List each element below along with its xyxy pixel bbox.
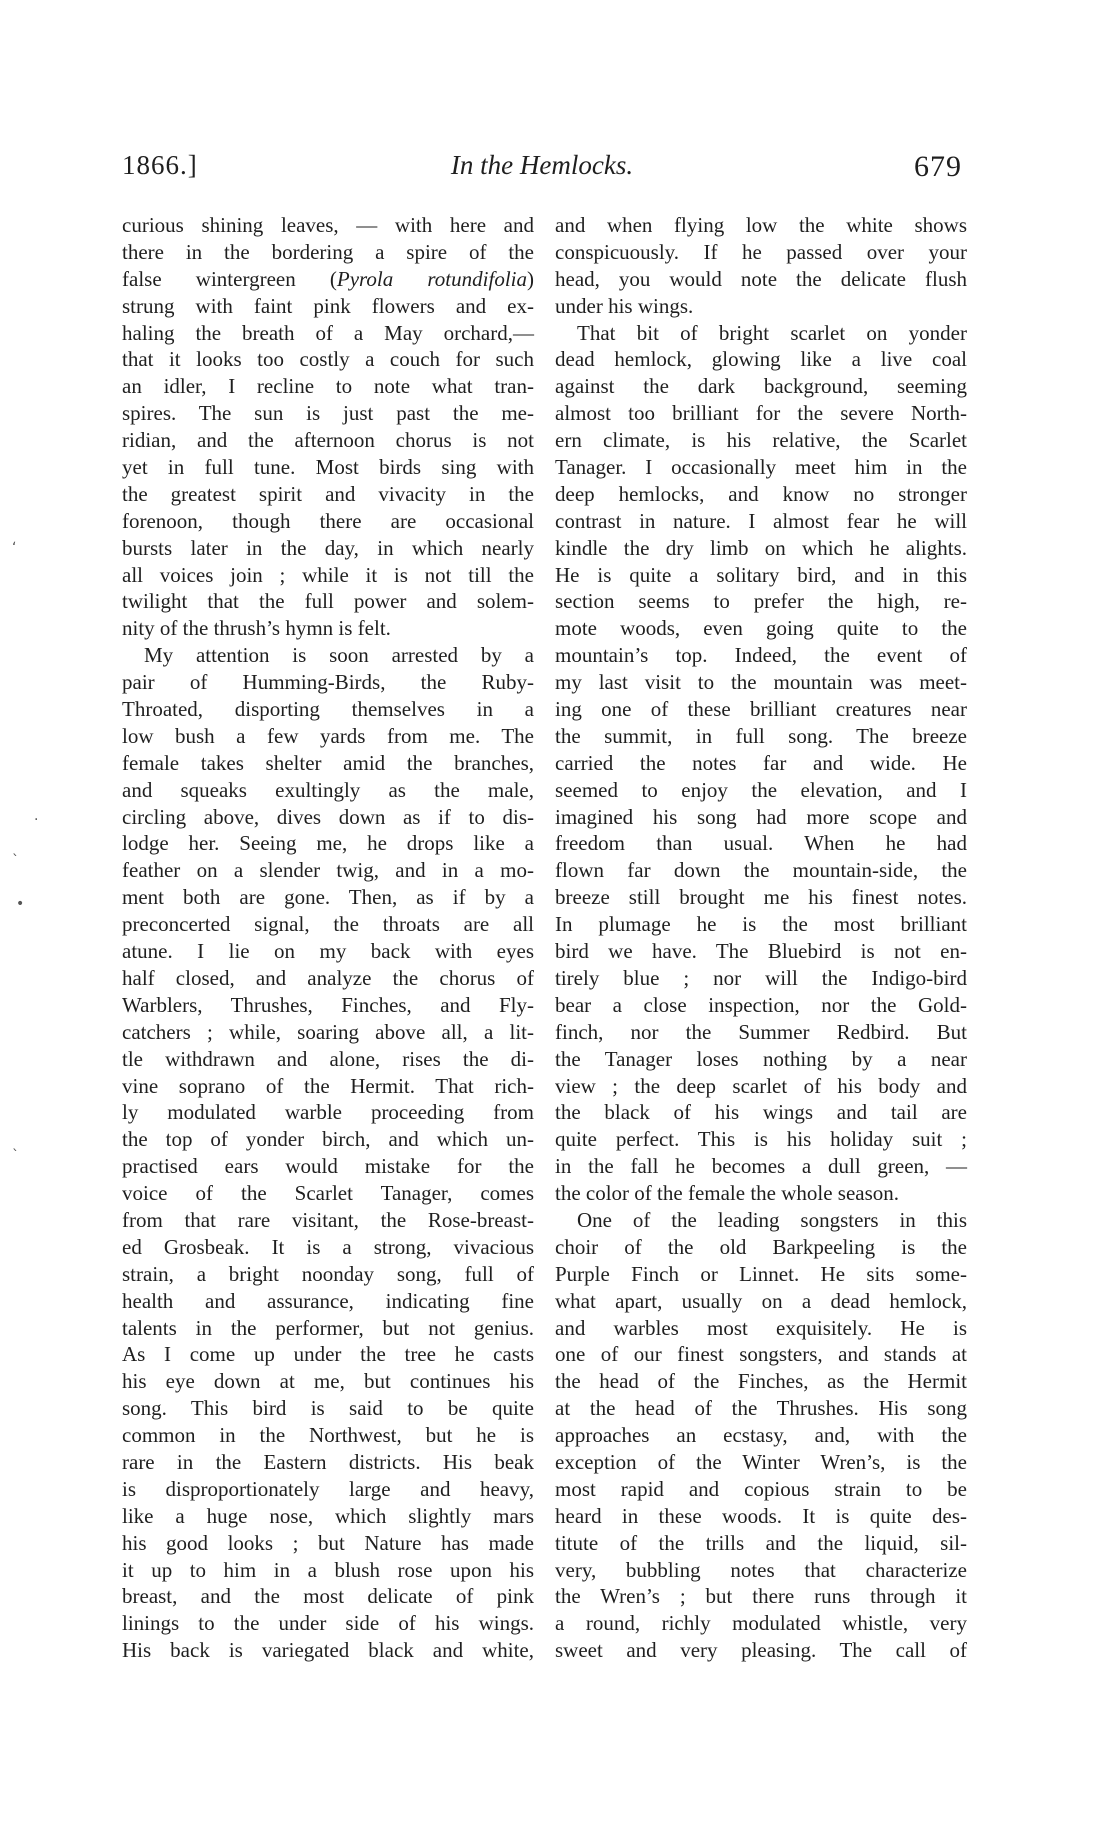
text-line: tle withdrawn and alone, rises the di- [122,1046,534,1071]
text-line: approaches an ecstasy, and, with the [555,1423,967,1448]
text-line: view ; the deep scarlet of his body and [555,1073,967,1098]
text-line: the black of his wings and tail are [555,1100,967,1125]
page-number: 679 [914,150,962,183]
text-line: One of the leading songsters in this [577,1207,967,1232]
text-line: the Tanager loses nothing by a near [555,1046,967,1071]
text-line: his good looks ; but Nature has made [122,1530,534,1555]
text-line: flown far down the mountain-side, the [555,858,967,883]
text-line: bursts later in the day, in which nearly [122,535,534,560]
text-line: the Wren’s ; but there runs through it [555,1584,967,1609]
text-line: twilight that the full power and solem- [122,589,534,614]
text-line: dead hemlock, glowing like a live coal [555,347,967,372]
text-line: heard in these woods. It is quite des- [555,1503,967,1528]
text-line: deep hemlocks, and know no stronger [555,481,967,506]
text-line: ern climate, is his relative, the Scarlet [555,428,967,453]
text-line: one of our finest songsters, and stands at [555,1342,967,1367]
text-line: lodge her. Seeing me, he drops like a [122,831,534,856]
right-column [555,212,967,1664]
text-line: ly modulated warble proceeding from [122,1100,534,1125]
margin-mark: · [34,812,39,828]
text-line: breast, and the most delicate of pink [122,1584,534,1609]
text-line: finch, nor the Summer Redbird. But [555,1019,967,1044]
text-line: what apart, usually on a dead hemlock, [555,1288,967,1313]
text-line: quite perfect. This is his holiday suit ; [555,1127,967,1152]
text-line: a round, richly modulated whistle, very [555,1611,967,1636]
margin-mark: ˋ [12,1148,19,1164]
text-line: low bush a few yards from me. The [122,723,534,748]
text-line: common in the Northwest, but he is [122,1423,534,1448]
text-line: at the head of the Thrushes. His song [555,1396,967,1421]
text-line: catchers ; while, soaring above all, a lit- [122,1019,534,1044]
text-line: ed Grosbeak. It is a strong, vivacious [122,1234,534,1259]
margin-mark: ʻ [12,540,17,556]
text-line: yet in full tune. Most birds sing with [122,455,534,480]
text-line: He is quite a solitary bird, and in this [555,562,967,587]
text-line: imagined his song had more scope and [555,804,967,829]
text-line: under his wings. [555,293,694,318]
text-line: rare in the Eastern districts. His beak [122,1449,534,1474]
text-line: it up to him in a blush rose upon his [122,1557,534,1582]
text-line: like a huge nose, which slightly mars [122,1503,534,1528]
text-line: mountain’s top. Indeed, the event of [555,643,967,668]
text-line: choir of the old Barkpeeling is the [555,1234,967,1259]
text-line: Tanager. I occasionally meet him in the [555,455,967,480]
text-line: His back is variegated black and white, [122,1638,534,1663]
text-line: Throated, disporting themselves in a [122,697,534,722]
text-line: almost too brilliant for the severe North- [555,401,967,426]
text-line: curious shining leaves, — with here and [122,213,534,237]
text-line: mote woods, even going quite to the [555,616,967,641]
text-line: bear a close inspection, nor the Gold- [555,992,967,1017]
text-line: linings to the under side of his wings. [122,1611,534,1636]
text-line: That bit of bright scarlet on yonder [577,320,967,345]
text-line: ing one of these brilliant creatures near [555,697,967,722]
text-line: Warblers, Thrushes, Finches, and Fly- [122,992,534,1017]
header-title: In the Hemlocks. [450,150,634,180]
text-line: that it looks too costly a couch for such [122,347,534,372]
text-line: sweet and very pleasing. The call of [555,1638,967,1663]
text-line: Purple Finch or Linnet. He sits some- [555,1261,967,1286]
text-line: section seems to prefer the high, re- [555,589,967,614]
text-line: female takes shelter amid the branches, [122,750,534,775]
text-line: strung with faint pink flowers and ex- [122,293,534,318]
text-line: feather on a slender twig, and in a mo- [122,858,534,883]
text-line: ridian, and the afternoon chorus is not [122,428,534,453]
text-line: freedom than usual. When he had [555,831,967,856]
header-year: 1866.] [122,150,198,180]
text-line: As I come up under the tree he casts [122,1342,534,1367]
text-line: the head of the Finches, as the Hermit [555,1369,967,1394]
text-line: pair of Humming-Birds, the Ruby- [122,670,534,695]
text-line: talents in the performer, but not genius. [122,1315,534,1340]
text-line: bird we have. The Bluebird is not en- [555,939,967,964]
text-line: his eye down at me, but continues his [122,1369,534,1394]
text-line: haling the breath of a May orchard,— [122,320,534,345]
text-line: strain, a bright noonday song, full of [122,1261,534,1286]
text-line: forenoon, though there are occasional [122,508,534,533]
text-line: most rapid and copious strain to be [555,1476,967,1501]
text-line: contrast in nature. I almost fear he will [555,508,967,533]
text-line: there in the bordering a spire of the [122,239,534,264]
text-line: false wintergreen (Pyrola rotundifolia) [122,266,534,291]
text-line: spires. The sun is just past the me- [122,401,534,426]
left-column [122,212,534,1664]
italic-phrase: Pyrola rotundifolia [336,266,527,291]
text-line: the greatest spirit and vivacity in the [122,481,534,506]
text-line: voice of the Scarlet Tanager, comes [122,1181,534,1206]
text-line: nity of the thrush’s hymn is felt. [122,616,391,641]
text-line: ment both are gone. Then, as if by a [122,885,534,910]
text-line: very, bubbling notes that characterize [555,1557,967,1582]
text-line: and squeaks exultingly as the male, [122,777,534,802]
running-header [122,150,962,194]
text-line: in the fall he becomes a dull green, — [555,1154,967,1179]
text-line: and warbles most exquisitely. He is [555,1315,967,1340]
text-line: In plumage he is the most brilliant [555,912,967,937]
text-line: tirely blue ; nor will the Indigo-bird [555,965,967,990]
text-line: head, you would note the delicate flush [555,266,967,291]
text-line: atune. I lie on my back with eyes [122,939,534,964]
text-line: vine soprano of the Hermit. That rich- [122,1073,534,1098]
text-line: all voices join ; while it is not till the [122,562,534,587]
text-line: kindle the dry limb on which he alights. [555,535,967,560]
text-line: and when flying low the white shows [555,213,967,237]
margin-mark: • [16,896,25,912]
text-line: exception of the Winter Wren’s, is the [555,1449,967,1474]
text-line: carried the notes far and wide. He [555,750,967,775]
text-line: half closed, and analyze the chorus of [122,965,534,990]
text-line: circling above, dives down as if to dis- [122,804,534,829]
text-line: my last visit to the mountain was meet- [555,670,967,695]
text-line: against the dark background, seeming [555,374,967,399]
text-line: is disproportionately large and heavy, [122,1476,534,1501]
text-line: an idler, I recline to note what tran- [122,374,534,399]
text-line: the color of the female the whole season. [555,1181,900,1206]
text-line: practised ears would mistake for the [122,1154,534,1179]
text-line: My attention is soon arrested by a [144,643,534,668]
text-line: the top of yonder birch, and which un- [122,1127,534,1152]
text-line: preconcerted signal, the throats are all [122,912,534,937]
text-line: the summit, in full song. The breeze [555,723,967,748]
text-line: from that rare visitant, the Rose-breast- [122,1207,534,1232]
text-line: breeze still brought me his finest notes. [555,885,967,910]
margin-mark: ˋ [12,853,19,869]
text-line: health and assurance, indicating fine [122,1288,534,1313]
text-line: conspicuously. If he passed over your [555,239,967,264]
text-line: song. This bird is said to be quite [122,1396,534,1421]
text-line: titute of the trills and the liquid, sil- [555,1530,967,1555]
text-line: seemed to enjoy the elevation, and I [555,777,967,802]
